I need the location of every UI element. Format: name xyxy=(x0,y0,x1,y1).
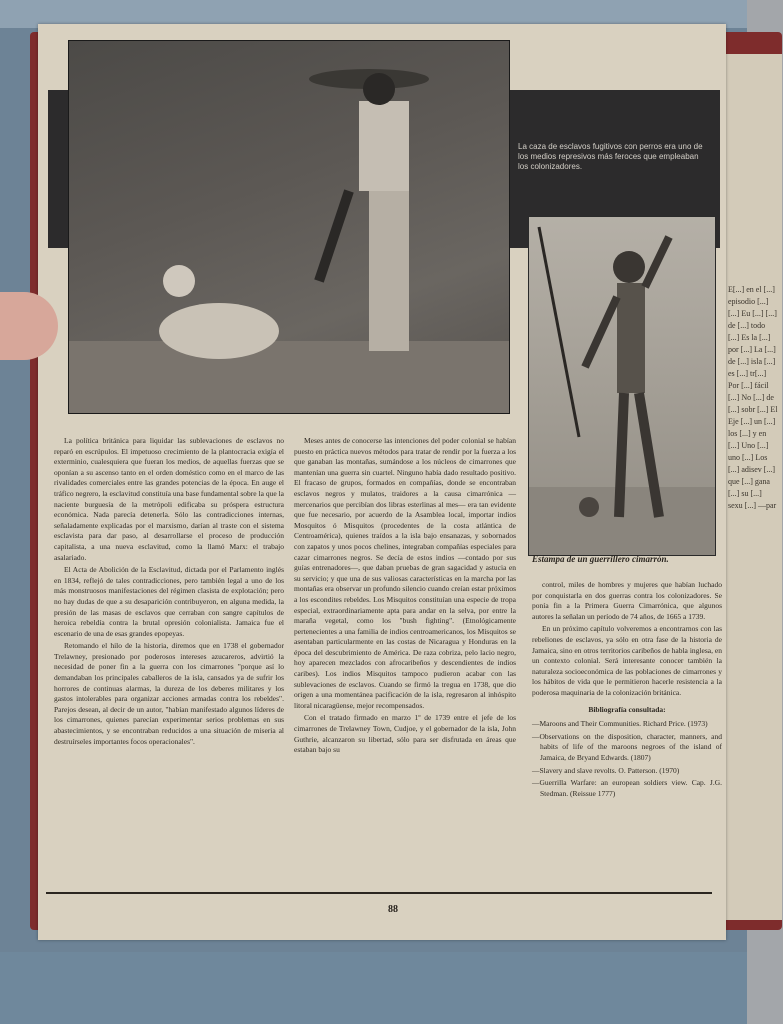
text-column-1 xyxy=(54,436,284,749)
magazine-page xyxy=(38,24,726,940)
paragraph: Retomando el hilo de la historia, diremos que en 1738 el gobernador Trelawney, presionado por poderosos intereses azucareros, advirtió la necesidad de poner fin a la guerra con los cimarrones "porque así lo demandaban los principales caballeros de la isla, cansados ya de sufrir los horrores de continuas alarmas, la dureza de los deberes militares y los gastos intolerables para organizar acciones armadas contra los rebeldes". Parejos desean, al decir de un autor, "habían manifestado algunos líderes de los cimarrones, quienes parecían experimentar serios problemas en sus abastecimientos, y se encontraban reducidos a una situación de miseria al destruírseles importantes focos operacionales". xyxy=(54,641,284,746)
page-number: 88 xyxy=(388,904,398,915)
engraving-cimarron-warrior xyxy=(528,216,716,556)
paragraph: control, miles de hombres y mujeres que habían luchado por conquistarla en dos guerras contra los colonizadores. Se ponía fin a la Primera Guerra Cimarrónica, que algunos autores la señalan un período de 74 años, de 1665 a 1739. xyxy=(532,580,722,621)
paragraph: Meses antes de conocerse las intenciones del poder colonial se habían puesto en práctica nuevos métodos para tratar de rendir por la fuerza a los que ganaban las montañas, sumándose a los núcleos de cimarrones que mantenían una guerra sin cuartel. Ninguno había dado resultado positivo. El fracaso de grupos, formados en compañías, donde se encontraban esclavos negros y mulatos, traidores a la causa cimarrónica —mercenarios que percibían dos libras esterlinas al mes— era tan evidente que fue necesario, por acuerdo de la Asamblea local, importar indios Mosquitos ó Misquitos (procedentes de la costa atlántica de Centroamérica), quienes traídos a la isla bajo ensanazas, y sobornados con zapatos y unos pocos chelines, integraban compañías especiales para cazar cimarrones negros. Se decía de estos indios —contado por sus guías entrenadores—, que daban pruebas de gran sagacidad y astucia en su servicio; y que una de sus valiosas características en la marcha por las montañas era observar un profundo silencio cuando creían estar próximos a los escondites rebeldes. Los Misquitos constituían una especie de tropa especial, extraordinariamente apta para andar en la selva, por entre la maraña vegetal, como los "bush fighting". (Etnológicamente pertenecientes a una familia de indios centroamericanos, los Misquitos se asentaban particularmente en las costas de Nicaragua y Honduras en la época del descubrimiento de América. De raza cobriza, pelo lacio negro, hoy aparecen mezclados con afrocaribeños y descendientes de indios caribes). Los indios Misquitos tampoco pudieron acabar con las sublevaciones de esclavos. Cuando se firmó la tregua en 1738, que dio origen a una momentánea pacificación de la isla, regresaron al inhóspito litoral nicaragüense, mejor recompensados. xyxy=(294,436,516,710)
paragraph: El Acta de Abolición de la Esclavitud, dictada por el Parlamento inglés en 1834, reflejó de tales contradicciones, pero también legal a uno de los más monstruosos manifestaciones del régimen clasista de explotación; pero no hay dudas de que a su desaparición contribuyeron, en alguna medida, la presión de las masas de esclavos que cerraban con sangre capítulos de heroica rebeldía contra la brutal opresión colonialista. Jamaica fue el escenario de una de esas grandes epopeyas. xyxy=(54,565,284,638)
text-column-2 xyxy=(294,436,516,758)
paragraph: Con el tratado firmado en marzo 1º de 1739 entre el jefe de los cimarrones de Trelawney Town, Cudjoe, y el gobernador de la isla, John Guthrie, alcanzaron su libertad, sólo para ser disfrutada en áreas que estaban bajo su xyxy=(294,713,516,755)
bibliography-item: —Observations on the disposition, character, manners, and habits of life of the maroons negroes of the island of Jamaica, de Bryand Edwards. (1807) xyxy=(532,731,722,762)
caption-bottom: Estampa de un guerrillero cimarrón. xyxy=(532,554,669,564)
bibliography-title: Bibliografía consultada: xyxy=(588,704,666,714)
bottom-rule xyxy=(46,892,712,894)
caption-top: La caza de esclavos fugitivos con perros era uno de los medios represivos más feroces que empleaban los colonizadores. xyxy=(518,142,703,171)
bibliography-list xyxy=(532,719,722,799)
adjacent-page-text: E[...] en el [...] episodio [...] [...] Eu [...] [...] de [...] todo [...] Es la [...] por [...] La [...] de [...] isla [...] es [...] tr[...] Por [...] fácil [...] No [...] de [...] sobr [...] El Eje [...] un [...] los [...] y en [...] Uno [...] uno [...] Los [...] adisev [...] que [...] gana [...] su [...] sexu [...] —par xyxy=(728,285,778,510)
text-column-3 xyxy=(532,580,722,801)
engraving-illustration-icon xyxy=(69,41,509,413)
bibliography-item: —Guerrilla Warfare: an european soldiers view. Cap. J.G. Stedman. (Reissue 1777) xyxy=(532,778,722,798)
bibliography-item: —Maroons and Their Communities. Richard Price. (1973) xyxy=(532,719,708,729)
paragraph: La política británica para liquidar las sublevaciones de esclavos no reparó en escrúpulos. El impetuoso crecimiento de la plantocracia exigía el exterminio, cualesquiera que fueran los medios, de aquellas fuerzas que se oponían a su ascenso tanto en el orden doméstico como en el marco de las rivalidades comerciales entre las grandes potencias de la época. En auge el tráfico negrero, la esclavitud constituía una base fundamental sobre la que la naciente burguesía de la metrópoli edificaba su próspera estructura económica. Nada parecía detenerla. Sólo las contradicciones internas, señaladamente explicadas por el marxismo, darían al traste con el sistema esclavista para dar paso, al desarrollarse el proceso de producción capitalista, a una nueva esclavitud, como la llamó Marx: el trabajo asalariado. xyxy=(54,436,284,562)
engraving-warrior-icon xyxy=(529,217,715,555)
scan-background-bottom xyxy=(0,952,783,1024)
paragraph: En un próximo capítulo volveremos a encontrarnos con las rebeliones de esclavos, ya sólo en otra fase de la historia de Jamaica, sino en otros territorios caribeños de habla inglesa, en un contexto colonial. Será interesante conocer también la naturaleza socioeconómica de las poblaciones de cimarrones y los hábitos de vida que le permitieron hacerle resistencia a la poderosa maquinaria de la colonización británica. xyxy=(532,624,722,697)
engraving-slave-hunter-with-dog xyxy=(68,40,510,414)
bibliography-item: —Slavery and slave revolts. O. Patterson. (1970) xyxy=(532,765,680,775)
